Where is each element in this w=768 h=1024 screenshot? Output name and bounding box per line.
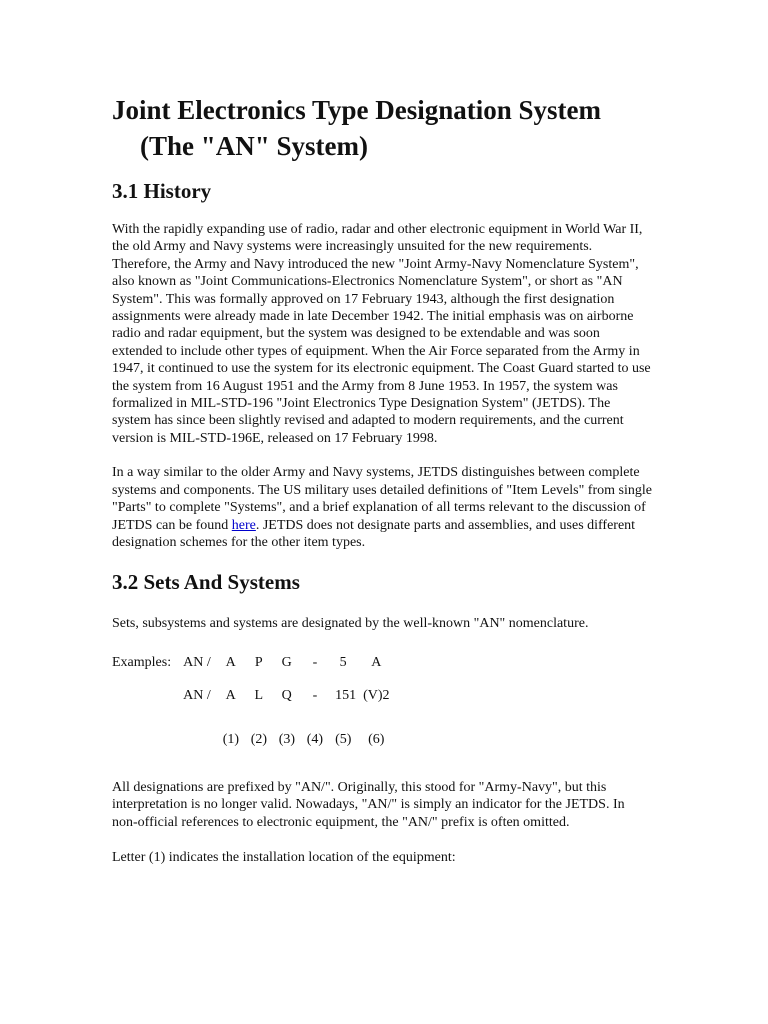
example-cell: AN / xyxy=(183,688,211,704)
sets-intro-paragraph: Sets, subsystems and systems are designated by the well-known "AN" nomenclature. xyxy=(112,616,589,632)
section-heading-sets: 3.2 Sets And Systems xyxy=(112,570,300,595)
example-cell: - xyxy=(312,688,318,704)
here-link[interactable]: here xyxy=(231,517,256,533)
document-page xyxy=(112,92,652,866)
marker-label: (4) xyxy=(306,732,324,748)
jetds-text-after: . JETDS does not designate parts and assemblies, and uses different designation schemes for the other item types. xyxy=(112,517,636,550)
marker-cell xyxy=(245,719,273,761)
example-cell: P xyxy=(254,655,263,671)
example-cell: Q xyxy=(281,688,292,704)
marker-cell xyxy=(217,719,245,761)
page-title: Joint Electronics Type Designation System (The "AN" System) xyxy=(112,95,602,161)
marker-cell xyxy=(329,719,357,761)
marker-label: (2) xyxy=(250,732,268,748)
marker-label: (5) xyxy=(335,732,352,748)
example-cell: A xyxy=(371,655,382,671)
letter1-paragraph: Letter (1) indicates the installation location of the equipment: xyxy=(112,849,456,865)
example-cell: (V)2 xyxy=(363,688,390,704)
marker-label: (1) xyxy=(222,732,240,748)
marker-row xyxy=(112,719,396,761)
section-heading-history: 3.1 History xyxy=(112,179,212,203)
example-cell-wrapped: 151 xyxy=(335,688,357,704)
example-cell: G xyxy=(281,655,292,671)
example-cell: L xyxy=(254,688,264,704)
marker-cell xyxy=(273,719,301,761)
example-cell xyxy=(329,673,357,719)
history-paragraph: With the rapidly expanding use of radio, radar and other electronic equipment in World War II, the old Army and Navy systems were increasingly unsuited for the new requirements. Therefore, the Army and Navy introduced the new "Joint Army-Navy Nomenclature System", also known as "Joint Communications-Electronics Nomenclature System", or short as "AN System". This was formally approved on 17 February 1943, although the first designation assignments were already made in late December 1942. The initial emphasis was on airborne radio and radar equipment, but the system was designed to be extendable and was soon extended to include other types of equipment. When the Air Force separated from the Army in 1947, it continued to use the system for its electronic equipment. The Coast Guard started to use the system from 16 August 1951 and the Army from 8 June 1953. In 1957, the system was formalized in MIL-STD-196 "Joint Electronics Type Designation System" (JETDS). The system has since been slightly revised and adapted to modern requirements, and the current version is MIL-STD-196E, released on 17 February 1998. xyxy=(112,222,651,446)
marker-label: (6) xyxy=(368,732,385,748)
jetds-paragraph xyxy=(112,464,652,551)
example-cell: AN / xyxy=(183,655,211,671)
jetds-text-before: In a way similar to the older Army and Navy systems, JETDS distinguishes between complete systems and components. The US military uses detailed definitions of "Item Levels" from single "Parts" to complete "Systems", and a brief explanation of all terms relevant to the discussion of JETDS can be found xyxy=(112,465,652,533)
example-cell: - xyxy=(312,655,318,671)
examples-table xyxy=(112,653,652,761)
example-cell: A xyxy=(225,655,236,671)
example-row xyxy=(112,653,396,673)
marker-cell xyxy=(357,719,395,761)
prefix-paragraph: All designations are prefixed by "AN/". Originally, this stood for "Army-Navy", but this interpretation is no longer valid. Nowadays, "AN/" is simply an indicator for the JETDS. In non-official references to electronic equipment, the "AN/" prefix is often omitted. xyxy=(112,779,625,830)
marker-cell xyxy=(301,719,329,761)
example-cell: A xyxy=(225,688,236,704)
example-row xyxy=(112,673,396,719)
marker-label: (3) xyxy=(278,732,296,748)
example-cell: 5 xyxy=(339,655,347,671)
examples-label: Examples: xyxy=(112,655,172,671)
